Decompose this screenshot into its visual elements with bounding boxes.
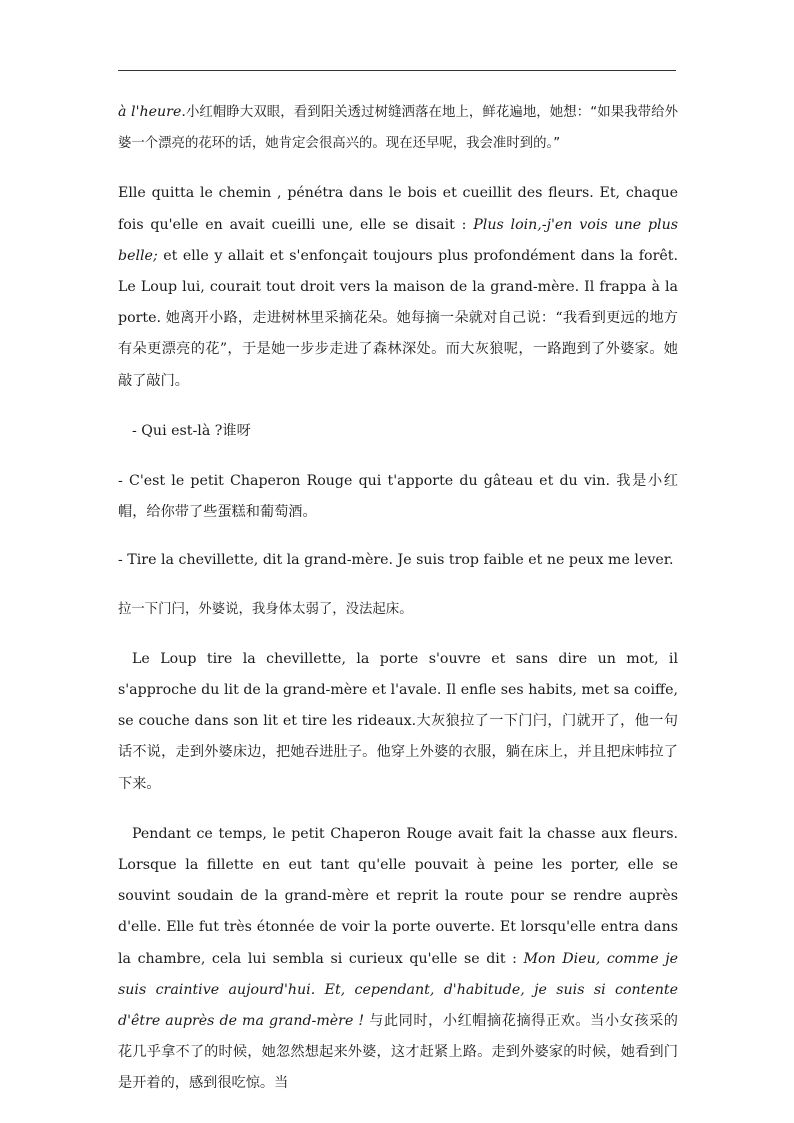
text-run: 拉一下门闩，外婆说，我身体太弱了，没法起床。 [118, 601, 413, 617]
text-run: - C'est le petit Chaperon Rouge qui t'apporte du gâteau et du vin. 我是小红帽，给你带了些蛋糕和葡萄酒。 [118, 473, 678, 521]
header-rule [118, 70, 676, 71]
paragraph [118, 594, 678, 625]
paragraph [118, 416, 678, 447]
text-run: Le Loup tire la chevillette, la porte s'ouvre et sans dire un mot, il s'approche du lit de la grand-mère et l'avale. Il enfle ses habits, met sa coiffe, se couche dans son lit et tire les rideaux.大灰狼拉了一下门闩，门就开了，他一句话不说，走到外婆床边，把她吞进肚子。他穿上外婆的衣服，躺在床上，并且把床帏拉了下来。 [118, 650, 678, 792]
body-text [118, 97, 678, 1100]
text-run: 与此同时，小红帽摘花摘得正欢。当小女孩采的花几乎拿不了的时候，她忽然想起来外婆，这才赶紧上路。走到外婆家的时候，她看到门是开着的，感到很吃惊。当 [118, 1013, 678, 1092]
paragraph [118, 466, 678, 528]
text-run: Pendant ce temps, le petit Chaperon Rouge avait fait la chasse aux fleurs. Lorsque la fillette en eut tant qu'elle pouvait à peine les porter, elle se souvint soudain de la grand-mère et reprit la route pour se rendre auprès d'elle. Elle fut très étonnée de voir la porte ouverte. Et lorsqu'elle entra dans la chambre, cela lui sembla si curieux qu'elle se dit : [118, 825, 678, 967]
text-run: - Tire la chevillette, dit la grand-mère. Je suis trop faible et ne peux me lever. [118, 552, 674, 569]
paragraph [118, 178, 678, 396]
text-run: Plus loin,-j'en vois une plus belle; [118, 216, 678, 264]
text-run: Mon Dieu, comme je suis craintive aujourd'hui. Et, cependant, d'habitude, je suis si contente d'être auprès de ma grand-mère ! [118, 950, 678, 1030]
text-run: 小红帽睁大双眼，看到阳关透过树缝洒落在地上，鲜花遍地，她想：“如果我带给外婆一个漂亮的花环的话，她肯定会很高兴的。现在还早呢，我会准时到的。” [118, 105, 679, 152]
paragraph [118, 644, 678, 800]
text-run: et elle y allait et s'enfonçait toujours plus profondément dans la forêt. Le Loup lui, courait tout droit vers la maison de la grand-mère. Il frappa à la porte. 她离开小路，走进树林里采摘花朵。她每摘一朵就对自己说：“我看到更远的地方有朵更漂亮的花”，于是她一步步走进了森林深处。而大灰狼呢，一路跑到了外婆家。她敲了敲门。 [118, 247, 678, 389]
text-run: à l'heure. [118, 104, 186, 120]
paragraph [118, 97, 678, 159]
text-run: Elle quitta le chemin , pénétra dans le bois et cueillit des fleurs. Et, chaque fois qu'elle en avait cueilli une, elle se disait : [118, 185, 678, 233]
paragraph [118, 545, 678, 576]
paragraph [118, 819, 678, 1100]
text-run: - Qui est-là ?谁呀 [132, 422, 251, 439]
